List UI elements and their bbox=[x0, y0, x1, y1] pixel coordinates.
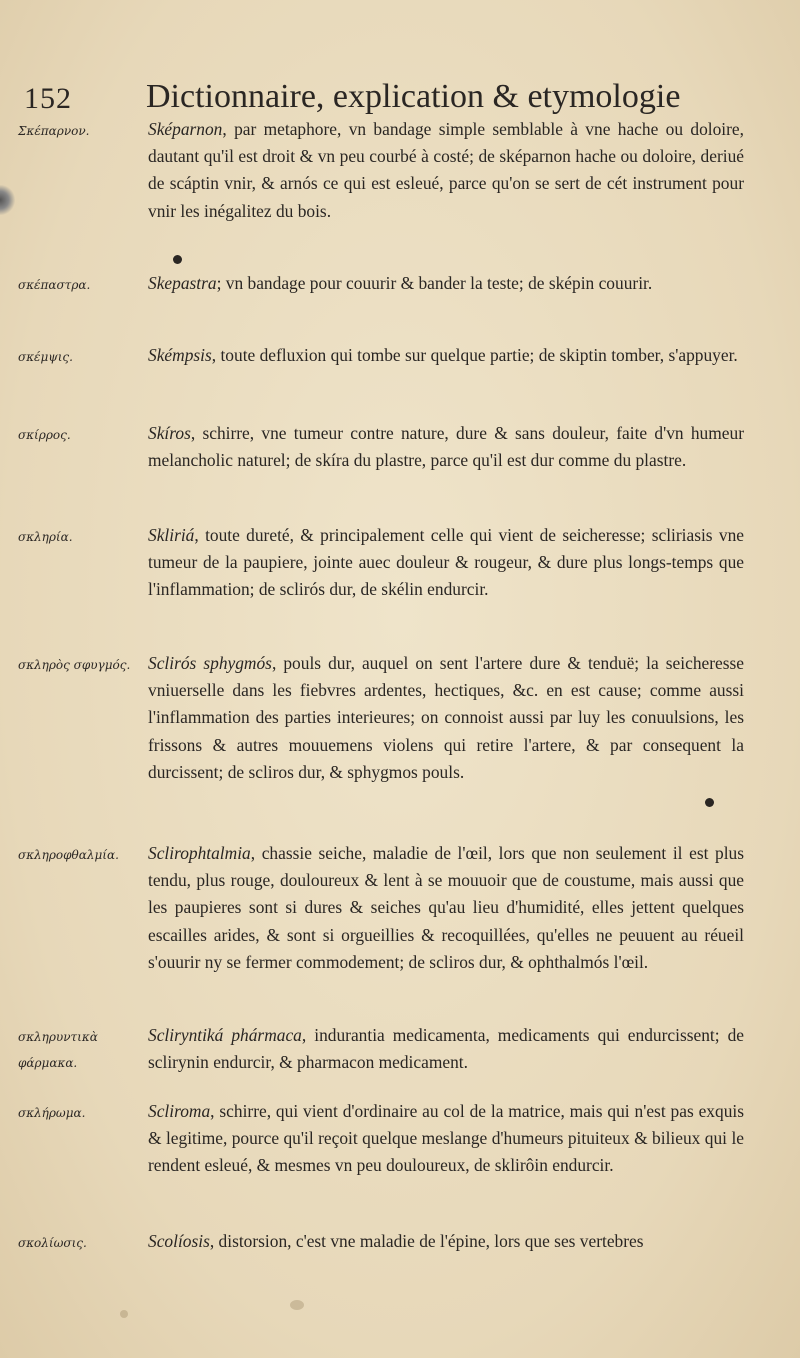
headword: Skémpsis bbox=[148, 345, 212, 365]
definition-text: toute defluxion qui tombe sur quelque partie; de skiptin tomber, s'appuyer. bbox=[220, 345, 738, 365]
entry-definition: Skliriá, toute dureté, & principalement celle qui vient de seicheresse; scliriasis vne tumeur de la paupiere, jointe auec douleur & rougeur, & dure plus longs-temps que l'inflammation; de sclirós dur, de skélin endurcir. bbox=[148, 525, 744, 600]
definition-text: vn bandage pour couurir & bander la teste; de sképin couurir. bbox=[225, 273, 653, 293]
page-number: 152 bbox=[24, 82, 72, 115]
paper-stain bbox=[290, 1300, 304, 1310]
entry-definition: Sképarnon, par metaphore, vn bandage simple semblable à vne hache ou doloire, dautant qu'il est droit & vn peu courbé à costé; de sképarnon hache ou doloire, deriué de scáptin vnir, & arnós ce qui est esleué, parce qu'on se sert de cét instrument pour vnir les inégalitez du bois. bbox=[148, 119, 744, 221]
definition-text: schirre, qui vient d'ordinaire au col de la matrice, mais qui n'est pas exquis & legitime, pource qu'il reçoit quelque meslange d'humeurs pituiteux & bilieux qui le rendent esleué, & mesmes vn peu douloureux, de sklirôin endurcir. bbox=[148, 1101, 744, 1176]
running-title: Dictionnaire, explication & etymologie bbox=[146, 78, 681, 115]
headword: Sclirós sphygmós bbox=[148, 653, 272, 673]
greek-term: σκληρὸς σφυγμός. bbox=[18, 658, 131, 672]
entry-definition: Skémpsis, toute defluxion qui tombe sur quelque partie; de skiptin tomber, s'appuyer. bbox=[148, 345, 738, 365]
headword: Sképarnon bbox=[148, 119, 223, 139]
headword: Scliryntiká phármaca bbox=[148, 1025, 302, 1045]
definition-text: indurantia medicamenta, medicaments qui endurcissent; de sclirynin endurcir, & pharmacon medicament. bbox=[148, 1025, 744, 1073]
headword: Scliroma bbox=[148, 1101, 211, 1121]
greek-term: σκληρία. bbox=[18, 530, 73, 544]
definition-text: pouls dur, auquel on sent l'artere dure & tenduë; la seicheresse vniuerselle dans les fiebvres ardentes, hectiques, &c. en est cause; comme aussi l'inflammation des parties interieures; on connoist aussi par luy les conuulsions, les frissons & autres mouuemens violens qui retire l'artere, & par consequent la durcissent; de scliros dur, & sphygmos pouls. bbox=[148, 653, 744, 782]
binding-hole-mark bbox=[0, 185, 16, 215]
entry-definition: Skepastra; vn bandage pour couurir & bander la teste; de sképin couurir. bbox=[148, 273, 653, 293]
greek-term: σκέμψις. bbox=[18, 350, 73, 364]
greek-term: σκληροφθαλμία. bbox=[18, 848, 119, 862]
paper-stain bbox=[120, 1310, 128, 1318]
entry-definition: Skíros, schirre, vne tumeur contre nature, dure & sans douleur, faite d'vn humeur melancholic naturel; de skíra du plastre, parce qu'il est dur comme du plastre. bbox=[148, 423, 744, 471]
definition-text: chassie seiche, maladie de l'œil, lors que non seulement il est plus tendu, plus rouge, douloureux & lent à se mouuoir que de coustume, mais aussi que les paupieres sont si dures & seiches qu'au lieu d'humidité, elles jettent quelques escailles arides, & sont si orgueillies & recoquillées, qu'elles ne peuuent au réueil s'ouurir ny se fermer commodement; de scliros dur, & ophthalmós l'œil. bbox=[148, 843, 744, 972]
entry-definition: Sclirophtalmia, chassie seiche, maladie de l'œil, lors que non seulement il est plus tendu, plus rouge, douloureux & lent à se mouuoir que de coustume, mais aussi que les paupieres sont si dures & seiches qu'au lieu d'humidité, elles jettent quelques escailles arides, & sont si orgueillies & recoquillées, qu'elles ne peuuent au réueil s'ouurir ny se fermer commodement; de scliros dur, & ophthalmós l'œil. bbox=[148, 843, 744, 972]
greek-term: σκλήρωμα. bbox=[18, 1106, 86, 1120]
definition-text: par metaphore, vn bandage simple semblable à vne hache ou doloire, dautant qu'il est droit & vn peu courbé à costé; de sképarnon hache ou doloire, deriué de scáptin vnir, & arnós ce qui est esleué, parce qu'on se sert de cét instrument pour vnir les inégalitez du bois. bbox=[148, 119, 744, 221]
greek-term: σκίρρος. bbox=[18, 428, 71, 442]
greek-term: Σκέπαρνον. bbox=[18, 124, 90, 138]
headword: Skíros bbox=[148, 423, 191, 443]
headword: Scolíosis bbox=[148, 1231, 210, 1251]
greek-term: σκέπαστρα. bbox=[18, 278, 91, 292]
ink-dot-ornament bbox=[173, 255, 182, 264]
ink-dot-ornament bbox=[705, 798, 714, 807]
headword: Skliriá bbox=[148, 525, 195, 545]
entry-definition: Scliryntiká phármaca, indurantia medicamenta, medicaments qui endurcissent; de sclirynin endurcir, & pharmacon medicament. bbox=[148, 1025, 744, 1073]
entry-definition: Scolíosis, distorsion, c'est vne maladie de l'épine, lors que ses vertebres bbox=[148, 1231, 644, 1251]
headword: Sclirophtalmia bbox=[148, 843, 251, 863]
definition-text: toute dureté, & principalement celle qui vient de seicheresse; scliriasis vne tumeur de la paupiere, jointe auec douleur & rougeur, & dure plus longs-temps que l'inflammation; de sclirós dur, de skélin endurcir. bbox=[148, 525, 744, 600]
greek-term: σκολίωσις. bbox=[18, 1236, 87, 1250]
entry-definition: Scliroma, schirre, qui vient d'ordinaire au col de la matrice, mais qui n'est pas exquis & legitime, pource qu'il reçoit quelque meslange d'humeurs pituiteux & bilieux qui le rendent esleué, & mesmes vn peu douloureux, de sklirôin endurcir. bbox=[148, 1101, 744, 1176]
definition-text: schirre, vne tumeur contre nature, dure & sans douleur, faite d'vn humeur melancholic naturel; de skíra du plastre, parce qu'il est dur comme du plastre. bbox=[148, 423, 744, 471]
definition-text: distorsion, c'est vne maladie de l'épine, lors que ses vertebres bbox=[218, 1231, 644, 1251]
greek-term: σκληρυντικὰ φάρμακα. bbox=[18, 1030, 98, 1070]
entry-definition: Sclirós sphygmós, pouls dur, auquel on sent l'artere dure & tenduë; la seicheresse vniuerselle dans les fiebvres ardentes, hectiques, &c. en est cause; comme aussi l'inflammation des parties interieures; on connoist aussi par luy les conuulsions, les frissons & autres mouuemens violens qui retire l'artere, & par consequent la durcissent; de scliros dur, & sphygmos pouls. bbox=[148, 653, 744, 782]
headword: Skepastra bbox=[148, 273, 217, 293]
